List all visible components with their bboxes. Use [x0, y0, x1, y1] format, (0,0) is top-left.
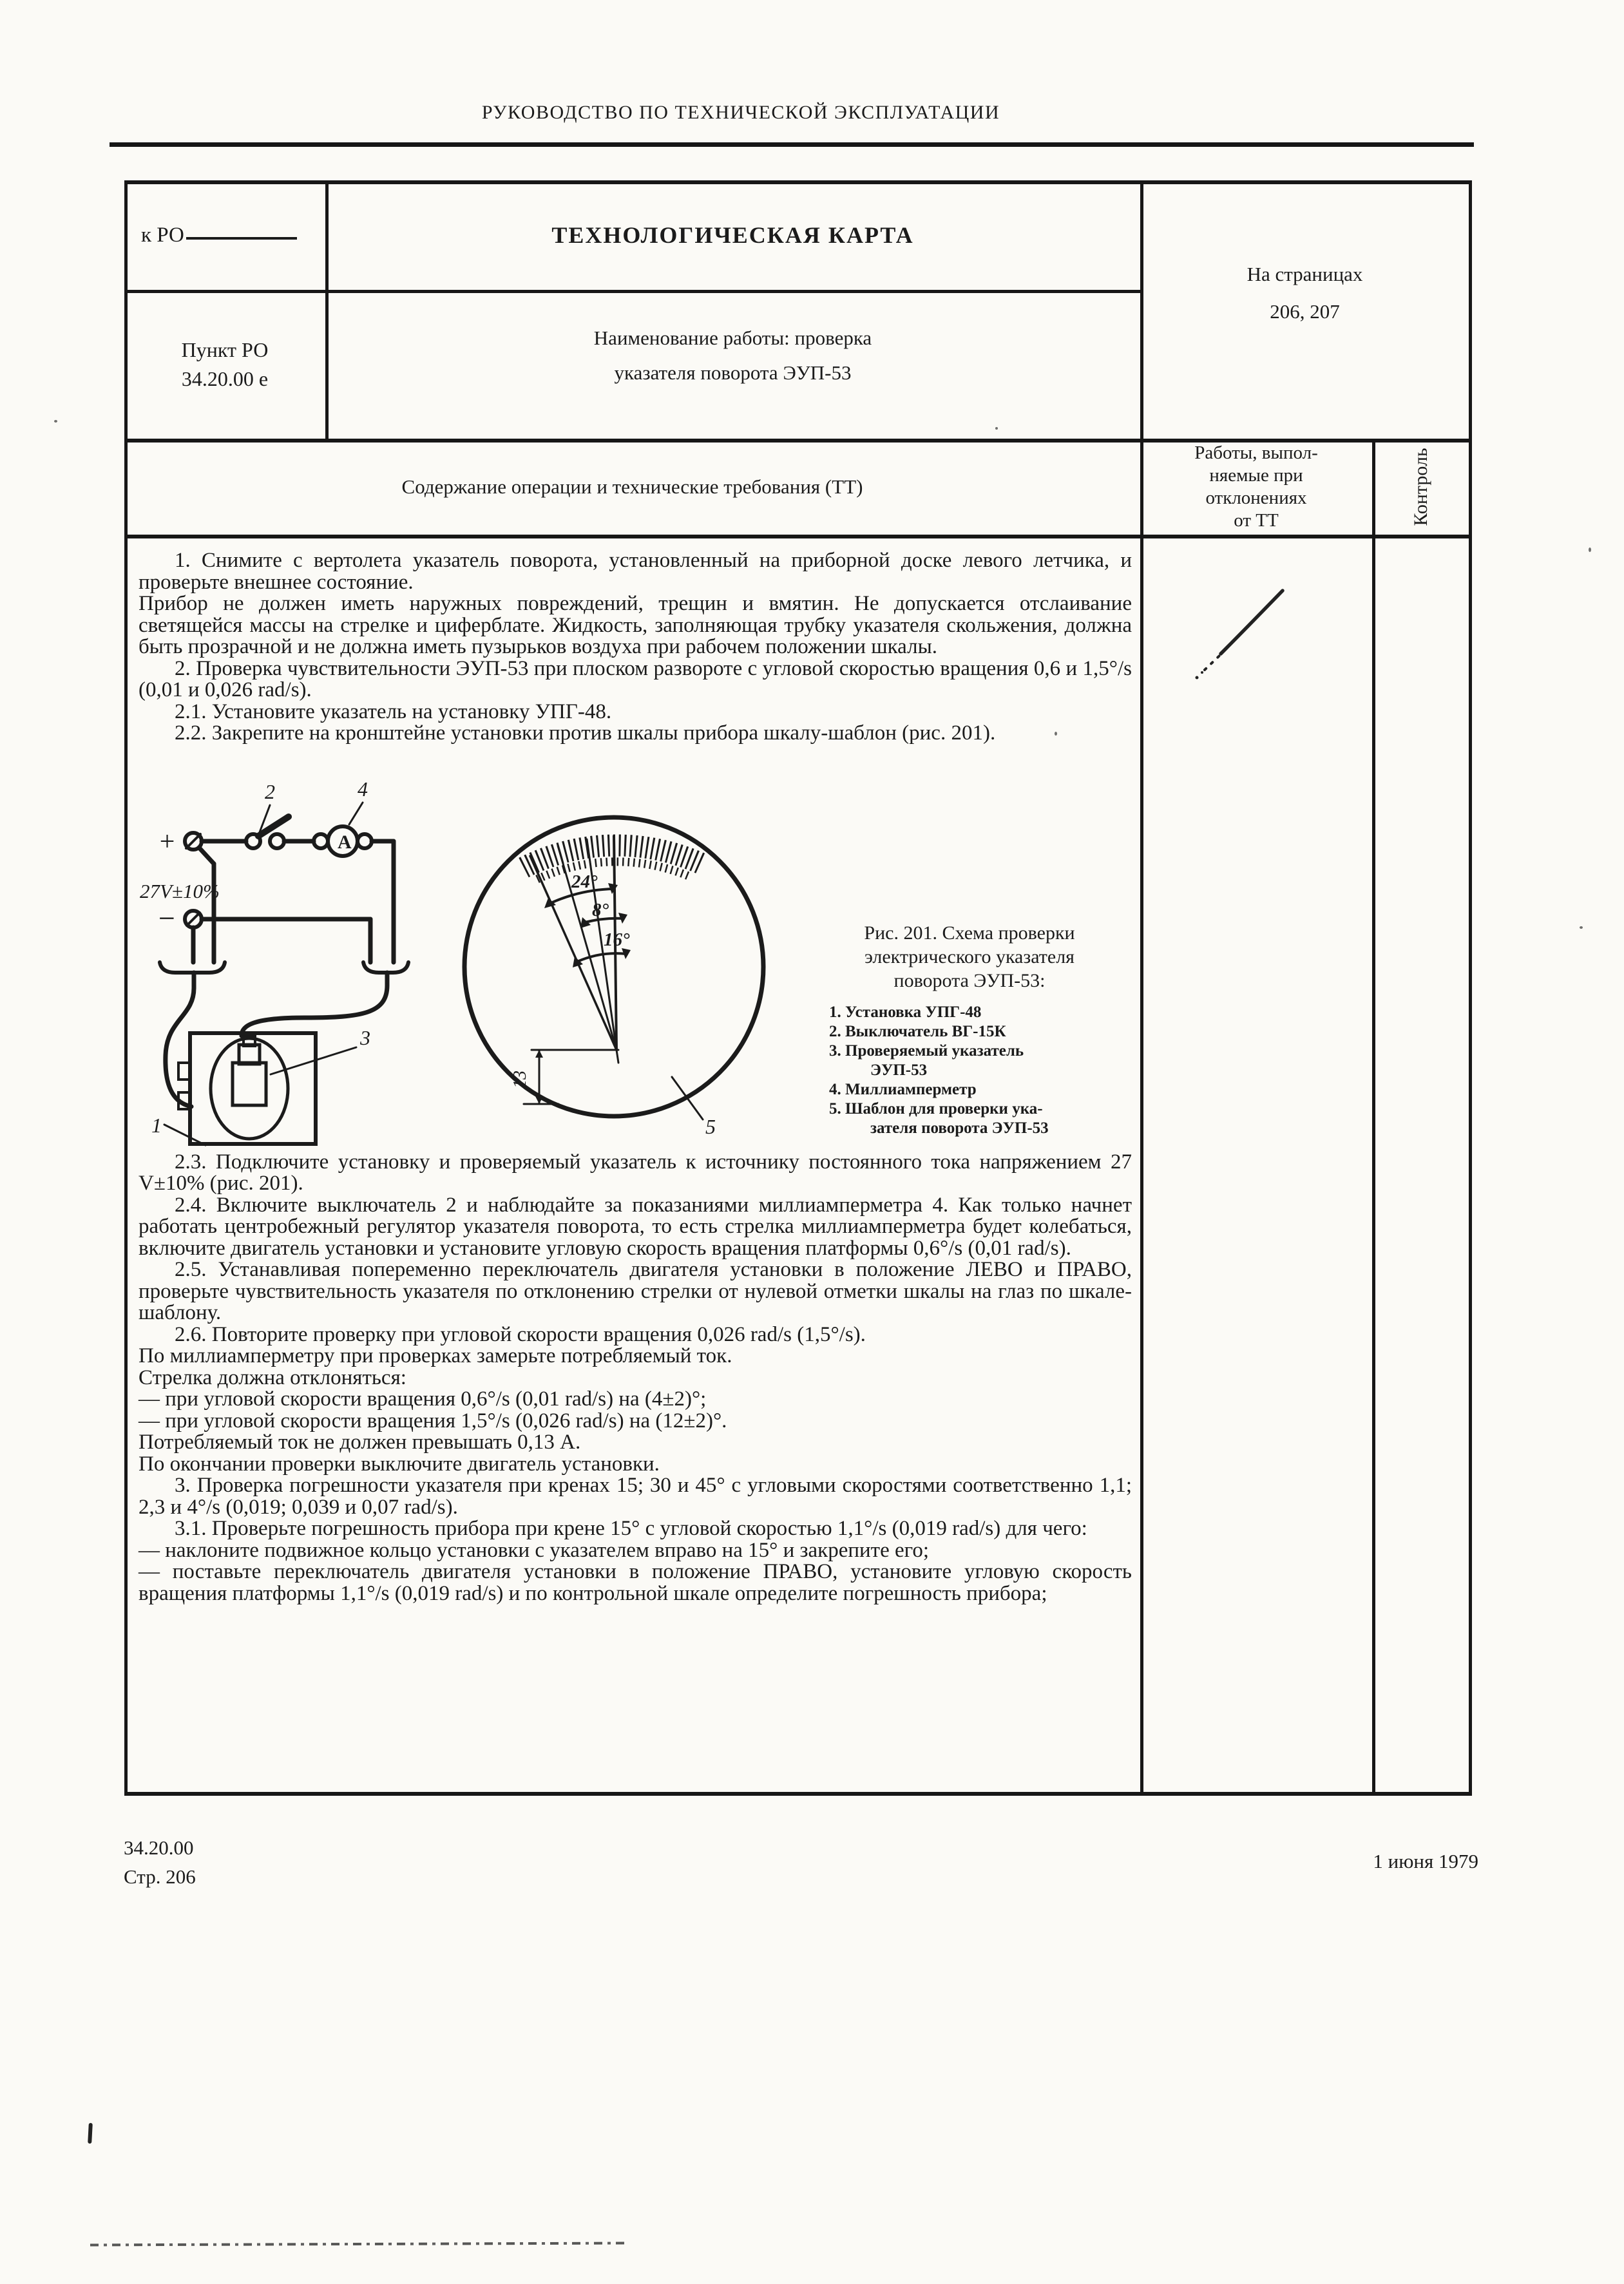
- paragraph: 1. Снимите с вертолета указатель поворота, установленный на приборной доске левого летчика, и проверьте внешнее состояние.: [139, 549, 1132, 594]
- document-header-title: РУКОВОДСТВО ПО ТЕХНИЧЕСКОЙ ЭКСПЛУАТАЦИИ: [481, 102, 1000, 123]
- card-title: ТЕХНОЛОГИЧЕСКАЯ КАРТА: [551, 222, 914, 248]
- work-name-line2: указателя поворота ЭУП-53: [614, 361, 852, 384]
- column-header-content: Содержание операции и технические требования (ТТ): [401, 475, 863, 498]
- column-header-deviations: [1140, 439, 1372, 535]
- callout-3: 3: [360, 1025, 370, 1049]
- ro-reference-cell: [124, 180, 342, 290]
- control-label-vertical: Контроль: [1409, 447, 1431, 526]
- paragraph: 2.5. Устанавливая попеременно переключатель двигателя установки в положение ЛЕВО и ПРАВО, проверьте чувствительность указателя по отклонению стрелки от нулевой отметки шкалы на глаз по шкале-шаблону.: [139, 1258, 1132, 1324]
- deviations-line: от ТТ: [1234, 509, 1279, 531]
- paragraph: 2. Проверка чувствительности ЭУП-53 при плоском развороте с угловой скоростью вращения 0,6 и 1,5°/s (0,01 и 0,026 rad/s).: [139, 656, 1132, 701]
- paragraph: 2.2. Закрепите на кронштейне установки против шкалы прибора шкалу-шаблон (рис. 201).: [175, 721, 996, 745]
- ro-reference-blank-line: [186, 231, 297, 240]
- figure-201: [139, 772, 1132, 1138]
- callout-5: 5: [705, 1114, 716, 1138]
- paragraph: Прибор не должен иметь наружных повреждений, трещин и вмятин. Не допускается отслаивание светящейся массы на стрелке и циферблате. Жидкость, заполняющая трубку указателя скольжения, должна быть прозрачной и не должна иметь пузырьков воздуха при рабочем положении шкалы.: [139, 592, 1132, 658]
- deviations-line: отклонениях: [1205, 487, 1307, 508]
- work-name-cell: [325, 281, 1140, 430]
- legend-item: 5. Шаблон для проверки ука-: [829, 1099, 1043, 1118]
- paragraph: — при угловой скорости вращения 1,5°/s (0,026 rad/s) на (12±2)°.: [139, 1409, 727, 1432]
- paragraph: Потребляемый ток не должен превышать 0,13 А.: [139, 1431, 581, 1454]
- footer-section-block: [124, 1833, 196, 1891]
- work-name-line1: Наименование работы: проверка: [593, 326, 872, 349]
- figure-201-diagram: [139, 772, 783, 1158]
- voltage-label: 27V±10%: [140, 879, 220, 902]
- column-header-control: [1372, 439, 1469, 535]
- angle-arc-16: [577, 953, 627, 962]
- legend-item: 4. Миллиамперметр: [829, 1080, 977, 1098]
- paragraph: — при угловой скорости вращения 0,6°/s (0,01 rad/s) на (4±2)°;: [139, 1387, 707, 1411]
- paragraph: 3. Проверка погрешности указателя при кренах 15; 30 и 45° с угловыми скоростями соответственно 1,1; 2,3 и 4°/s (0,019; 0,039 и 0,07 rad/s).: [139, 1474, 1132, 1519]
- legend-item-continuation: ЭУП-53: [870, 1061, 928, 1079]
- ink-mark-artifact: [88, 2123, 93, 2144]
- paragraph: 2.4. Включите выключатель 2 и наблюдайте за показаниями миллиамперметра 4. Как только начнет работать центробежный регулятор указателя поворота, то есть стрелка миллиамперметра будет колебаться, включите двигатель установки и установите угловую скорость вращения платформы 0,6°/s (0,01 rad/s).: [139, 1193, 1132, 1260]
- speck-artifact: [1055, 732, 1057, 736]
- angle-label-24: 24°: [571, 871, 598, 892]
- table-divider-col3: [1372, 439, 1375, 1796]
- ro-item-cell: [124, 290, 325, 439]
- speck-artifact: [1589, 547, 1591, 552]
- callout-1: 1: [151, 1113, 162, 1137]
- speck-artifact: [1580, 926, 1583, 929]
- figure-caption-block: [829, 921, 1110, 1138]
- header-rule: [110, 142, 1474, 147]
- table-border-right: [1469, 180, 1472, 1796]
- deviations-line: няемые при: [1209, 464, 1303, 486]
- speck-artifact: [54, 420, 57, 423]
- footer-date: 1 июня 1979: [1373, 1850, 1478, 1872]
- ammeter-letter: A: [338, 831, 352, 853]
- paragraph: Стрелка должна отклоняться:: [139, 1366, 406, 1389]
- figure-caption: Рис. 201. Схема проверки электрического указателя поворота ЭУП-53:: [864, 922, 1075, 991]
- smudge-line-artifact: [90, 2242, 625, 2247]
- paragraph: — наклоните подвижное кольцо установки с указателем вправо на 15° и закрепите его;: [139, 1538, 930, 1562]
- minus-sign-label: −: [157, 901, 177, 935]
- callout-2: 2: [265, 779, 275, 803]
- legend-item-continuation: зателя поворота ЭУП-53: [870, 1119, 1049, 1137]
- ro-item-line2: 34.20.00 е: [181, 366, 269, 390]
- paragraph: По миллиамперметру при проверках замерьте потребляемый ток.: [139, 1344, 732, 1367]
- pages-note-value: 206, 207: [1270, 300, 1340, 323]
- plus-sign-label: +: [158, 826, 177, 857]
- callout-4: 4: [358, 777, 368, 801]
- angle-label-8: 8°: [592, 899, 609, 920]
- ro-item-line1: Пункт РО: [181, 338, 269, 361]
- dim-label-13: 13: [510, 1070, 530, 1089]
- handwritten-checkmark: [1140, 535, 1372, 741]
- paragraph: 2.3. Подключите установку и проверяемый указатель к источнику постоянного тока напряжением 27 V±10% (рис. 201).: [139, 1150, 1132, 1195]
- legend-item: 3. Проверяемый указатель: [829, 1042, 1024, 1060]
- table-divider-col2: [1140, 180, 1143, 1796]
- paragraph: 2.1. Установите указатель на установку УПГ-48.: [175, 699, 612, 723]
- paragraph: 3.1. Проверьте погрешность прибора при крене 15° с угловой скоростью 1,1°/s (0,019 rad/s) для чего:: [175, 1517, 1087, 1540]
- footer-page: Стр. 206: [124, 1865, 196, 1888]
- paragraph: — поставьте переключатель двигателя установки в положение ПРАВО, установите угловую скорость вращения платформы 1,1°/s (0,019 rad/s) и по контрольной шкале определите погрешность прибора;: [139, 1560, 1132, 1605]
- speck-artifact: [995, 427, 998, 430]
- paragraph: 2.6. Повторите проверку при угловой скорости вращения 0,026 rad/s (1,5°/s).: [175, 1322, 866, 1346]
- table-border-bottom: [124, 1792, 1472, 1796]
- legend-item: 2. Выключатель ВГ-15К: [829, 1022, 1006, 1040]
- operations-content: [139, 535, 1132, 1604]
- footer-section: 34.20.00: [124, 1836, 194, 1859]
- angle-label-16: 16°: [604, 929, 630, 950]
- figure-legend: [829, 1003, 1110, 1138]
- paragraph: По окончании проверки выключите двигатель установки.: [139, 1452, 660, 1476]
- pages-note-label: На страницах: [1247, 262, 1363, 285]
- legend-item: 1. Установка УПГ-48: [829, 1003, 982, 1021]
- ro-reference-label: к РО: [141, 223, 184, 247]
- pages-note-cell: [1140, 164, 1469, 422]
- installation-unit-icon: [190, 1033, 316, 1144]
- indicator-icon: [233, 1063, 266, 1105]
- deviations-line: Работы, выпол-: [1194, 442, 1318, 463]
